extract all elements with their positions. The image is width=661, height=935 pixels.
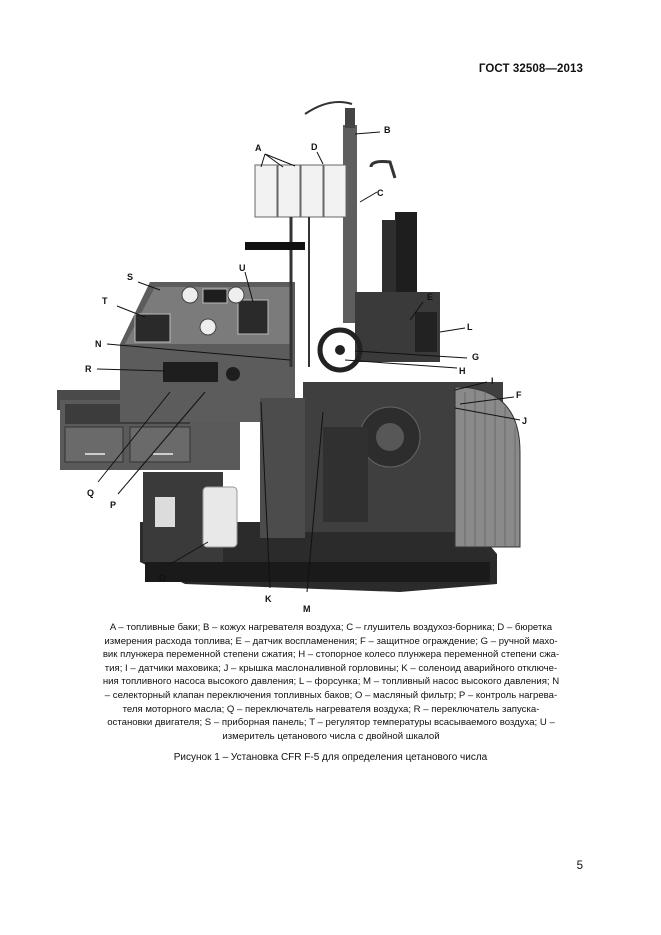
legend-line: измеритель цетанового числа с двойной шкалой xyxy=(222,730,440,742)
callout-c: C xyxy=(377,188,384,198)
legend-line: измерения расхода топлива; E – датчик воспламенения; F – защитное ограждение; G – ручной махо- xyxy=(104,635,558,647)
page-number: 5 xyxy=(576,860,583,872)
panel-t xyxy=(135,314,170,342)
injector-l xyxy=(415,312,437,352)
gauge-1 xyxy=(182,287,198,303)
callout-r: R xyxy=(85,364,92,374)
callout-j: J xyxy=(522,416,528,426)
fuel-tank-3 xyxy=(301,165,323,217)
legend-line: теля моторного масла; Q – переключатель нагревателя воздуха; R – переключатель запуска- xyxy=(122,703,540,715)
document-header: ГОСТ 32508—2013 xyxy=(478,63,583,75)
legend-line: тия; I – датчики маховика; J – крышка маслоналивной горловины; K – соленоид аварийного отключе- xyxy=(104,662,558,674)
legend-line: A – топливные баки; B – кожух нагревателя воздуха; C – глушитель воздухоз-борника; D – бюретка xyxy=(109,622,553,633)
fuel-tank-4 xyxy=(324,165,346,217)
callout-o: O xyxy=(159,573,167,583)
panel-display xyxy=(203,289,227,303)
fuel-tank-2 xyxy=(278,165,300,217)
legend-line: ния топливного насоса высокого давления; L – форсунка; M – топливный насос высокого давления; N xyxy=(102,676,560,688)
callout-k: K xyxy=(265,594,272,604)
tank-bar xyxy=(245,242,305,250)
intake-pipe xyxy=(305,102,352,114)
engine-figure xyxy=(55,92,575,618)
panel-u xyxy=(238,300,268,334)
heater-column xyxy=(343,125,357,323)
handwheel-hub xyxy=(335,345,345,355)
callout-l: L xyxy=(467,322,473,332)
callout-p: P xyxy=(110,500,117,510)
oil-filter xyxy=(203,487,237,547)
figure-title: Рисунок 1 – Установка CFR F-5 для определения цетанового числа xyxy=(173,752,488,763)
callout-d: D xyxy=(311,142,318,152)
callout-a: A xyxy=(255,143,262,153)
heater-knob xyxy=(226,367,240,381)
fuel-tank-1 xyxy=(255,165,277,217)
callout-e: E xyxy=(427,292,434,302)
callout-n: N xyxy=(95,339,102,349)
figure-legend xyxy=(54,621,608,743)
callout-u: U xyxy=(239,263,246,273)
legend-line: остановки двигателя; S – приборная панель; T – регулятор температуры всасываемого воздуха; U – xyxy=(107,717,555,729)
heater-column-top xyxy=(345,108,355,128)
callout-s: S xyxy=(127,272,134,282)
crank-housing-inner xyxy=(376,423,404,451)
gauge-2 xyxy=(228,287,244,303)
pump-body xyxy=(323,427,368,522)
callout-f: F xyxy=(516,390,522,400)
silencer-pipe xyxy=(371,162,395,178)
callout-q: Q xyxy=(87,488,95,498)
callout-b: B xyxy=(384,125,391,135)
gauge-3 xyxy=(200,319,216,335)
callout-m: M xyxy=(303,604,311,614)
switch-panel xyxy=(163,362,218,382)
callout-t: T xyxy=(102,296,108,306)
legend-line: – селекторный клапан переключения топливных баков; O – масляный фильтр; P – контроль нагрева- xyxy=(104,689,558,701)
oil-filter-small xyxy=(155,497,175,527)
callout-i: I xyxy=(491,376,494,386)
base-shadow xyxy=(145,562,490,582)
callout-g: G xyxy=(472,352,480,362)
legend-line: вик плунжера переменной степени сжатия; H – стопорное колесо плунжера переменной степени сжа- xyxy=(102,649,560,661)
desk-drawer-left xyxy=(65,427,123,462)
callout-h: H xyxy=(459,366,466,376)
